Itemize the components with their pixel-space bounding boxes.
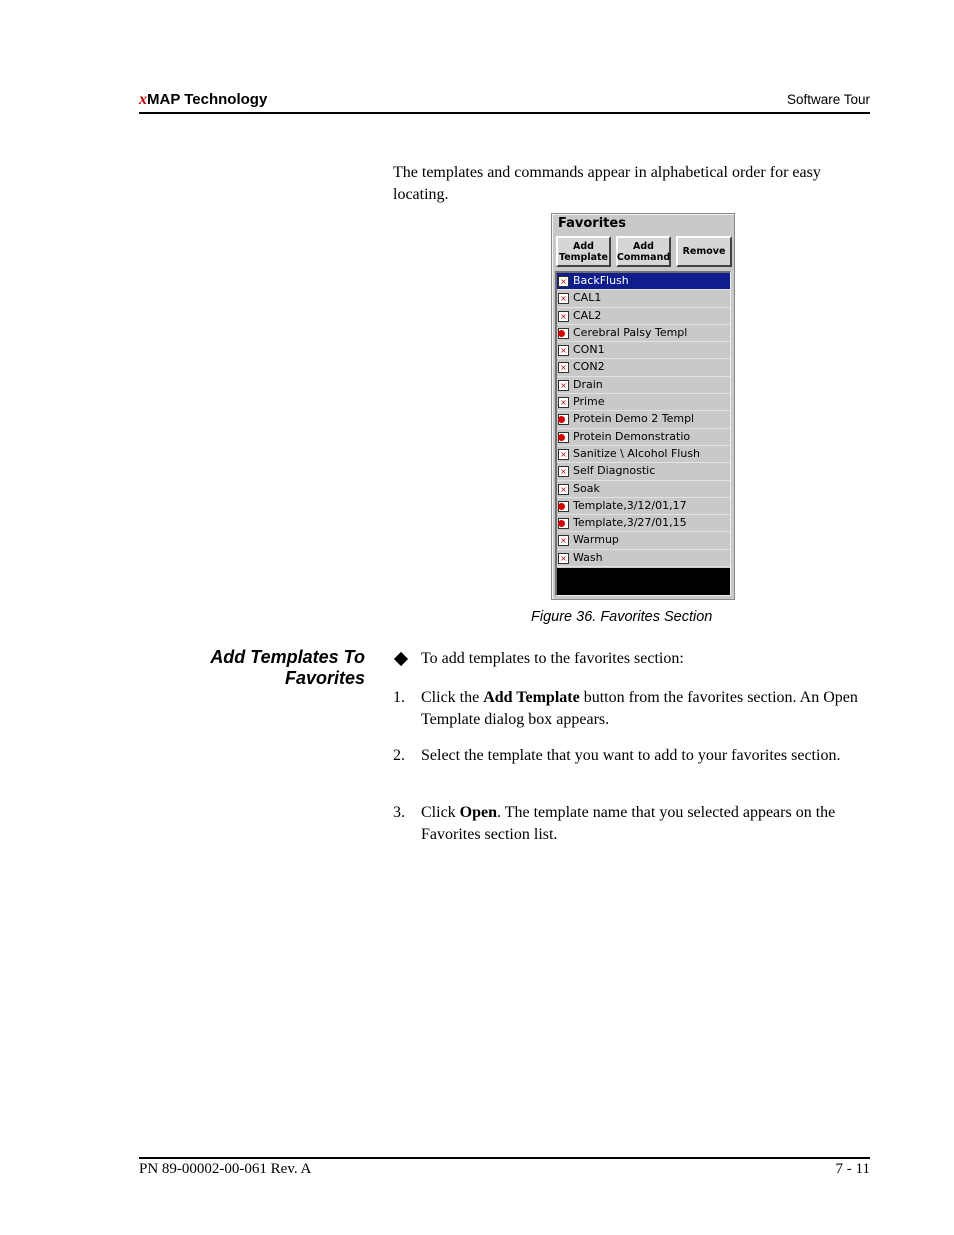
list-item-label: Protein Demo 2 Templ (573, 412, 695, 426)
favorites-title: Favorites (558, 216, 626, 231)
figure-caption: Figure 36. Favorites Section (531, 609, 713, 625)
command-icon: × (558, 345, 569, 356)
command-icon: × (558, 553, 569, 564)
side-heading-line-2: Favorites (284, 668, 365, 688)
list-item[interactable] (557, 498, 730, 515)
step-text-pre: Select the template that you want to add to your favorites section. (421, 747, 841, 764)
list-item-label: Sanitize \ Alcohol Flush (573, 446, 701, 460)
favorites-list[interactable] (555, 271, 731, 596)
list-item-label: Warmup (573, 533, 619, 547)
favorites-panel (551, 213, 735, 600)
bullet-text: To add templates to the favorites section: (421, 650, 684, 667)
template-icon (558, 328, 569, 339)
list-item-label: CAL2 (573, 308, 602, 322)
step-text-bold: Open (459, 804, 498, 821)
step-text-bold: Add Template (483, 689, 580, 706)
template-icon (558, 518, 569, 529)
side-heading (180, 647, 365, 689)
step-number: 1. (393, 689, 405, 706)
list-item-label: Wash (573, 550, 603, 564)
command-icon: × (558, 362, 569, 373)
step-3 (393, 802, 871, 846)
add-command-label-2: Command (616, 251, 671, 263)
step-text-post: . The template name that you selected appears on the Favorites section list. (421, 804, 836, 843)
step-text (421, 745, 871, 767)
step-text-pre: Click the (421, 689, 484, 706)
step-text (421, 802, 871, 846)
list-item-label: Template,3/12/01,17 (573, 498, 687, 512)
template-icon (558, 432, 569, 443)
step-text-pre: Click (421, 804, 460, 821)
list-item-label: Self Diagnostic (573, 464, 656, 478)
header-section: Software Tour (786, 92, 870, 107)
list-item-label: CON2 (573, 360, 605, 374)
list-item[interactable] (557, 550, 730, 567)
footer-rule (139, 1157, 870, 1159)
list-item[interactable] (557, 429, 730, 446)
command-icon: × (558, 276, 569, 287)
remove-button[interactable]: Remove (676, 236, 732, 267)
command-icon: × (558, 466, 569, 477)
list-item-label: CON1 (573, 343, 605, 357)
add-template-label-2: Template (558, 251, 608, 263)
header-rule (139, 112, 870, 114)
list-item[interactable] (557, 446, 730, 463)
command-icon: × (558, 397, 569, 408)
list-item[interactable] (557, 463, 730, 480)
step-1 (393, 687, 871, 731)
side-heading-line-1: Add Templates To (210, 647, 365, 667)
list-item-label: Cerebral Palsy Templ (573, 325, 688, 339)
command-icon: × (558, 535, 569, 546)
list-item[interactable] (557, 411, 730, 428)
list-item[interactable] (557, 377, 730, 394)
brand-rest: MAP Technology (147, 91, 268, 108)
list-item[interactable] (557, 342, 730, 359)
command-icon: × (558, 380, 569, 391)
list-empty-area (557, 568, 730, 595)
list-item[interactable] (557, 290, 730, 307)
header-brand (139, 91, 267, 109)
footer-page-number: 7 - 11 (835, 1161, 870, 1177)
list-item-label: Soak (573, 481, 600, 495)
list-item-label: Template,3/27/01,15 (573, 516, 687, 530)
command-icon: × (558, 449, 569, 460)
list-item[interactable] (557, 481, 730, 498)
list-item-label: BackFlush (573, 274, 629, 287)
list-item[interactable] (557, 359, 730, 376)
list-item-label: CAL1 (573, 291, 602, 305)
list-item-label: Protein Demonstratio (573, 429, 691, 443)
step-text-post: button from the favorites section. An Open Template dialog box appears. (421, 689, 858, 728)
intro-paragraph: The templates and commands appear in alphabetical order for easy locating. (393, 164, 821, 203)
list-item-label: Prime (573, 395, 605, 409)
list-item[interactable] (557, 308, 730, 325)
list-item[interactable] (557, 394, 730, 411)
list-item[interactable] (557, 515, 730, 532)
template-icon (558, 414, 569, 425)
command-icon: × (558, 484, 569, 495)
add-command-button[interactable] (616, 236, 671, 267)
step-text (421, 687, 871, 731)
command-icon: × (558, 311, 569, 322)
template-icon (558, 501, 569, 512)
brand-x: x (139, 91, 147, 108)
diamond-bullet-icon (394, 652, 408, 666)
add-command-label-1: Add (633, 240, 654, 252)
list-item[interactable] (557, 325, 730, 342)
add-template-button[interactable] (556, 236, 611, 267)
step-number: 3. (393, 804, 405, 821)
step-2 (393, 745, 871, 789)
command-icon: × (558, 293, 569, 304)
list-item-label: Drain (573, 377, 603, 391)
list-item[interactable] (557, 532, 730, 549)
add-template-label-1: Add (573, 240, 594, 252)
footer-part-number: PN 89-00002-00-061 Rev. A (139, 1161, 312, 1177)
step-number: 2. (393, 747, 405, 764)
list-item[interactable] (557, 273, 730, 290)
